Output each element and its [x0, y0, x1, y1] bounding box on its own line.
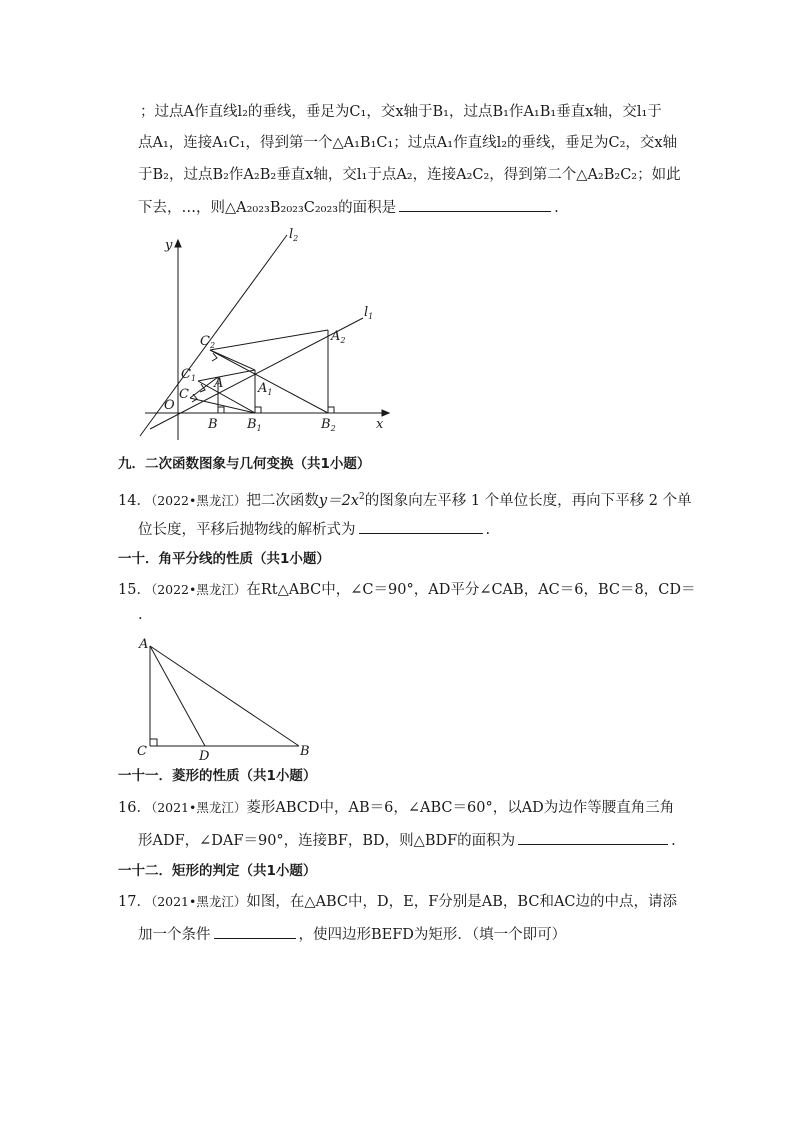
section-12-title: 一十二．矩形的判定（共1小题） — [118, 863, 317, 879]
label-A2: $A_2$ — [331, 329, 346, 345]
q15-end: . — [138, 607, 143, 623]
label-C1: $C_1$ — [181, 367, 197, 383]
figure-triangle — [130, 630, 320, 765]
section-11-title: 一十一．菱形的性质（共1小题） — [118, 768, 317, 784]
label-A1: $A_1$ — [258, 381, 273, 397]
label-O: O — [164, 398, 175, 413]
q15-line1: 15．（2022•黑龙江）在Rt△ABC中，∠C＝90°，AD平分∠CAB，AC＝6，BC＝8，CD＝ — [118, 582, 696, 598]
q13-line2: 点A₁，连接A₁C₁，得到第一个△A₁B₁C₁；过点A₁作直线l₂的垂线，垂足为C₂，交x轴 — [138, 135, 678, 151]
q17-answer-blank[interactable] — [214, 924, 296, 939]
figure-geometry-lines — [130, 225, 400, 440]
label-x: x — [376, 417, 384, 432]
q16-answer-blank[interactable] — [518, 830, 668, 845]
label-C2: $C_2$ — [200, 334, 216, 350]
q16-line2: 形ADF，∠DAF＝90°，连接BF，BD，则△BDF的面积为 . — [138, 830, 676, 851]
q16-line1: 16．（2021•黑龙江）菱形ABCD中，AB＝6，∠ABC＝60°，以AD为边作等腰直角三角 — [118, 800, 675, 816]
q17-line1: 17．（2021•黑龙江）如图，在△ABC中，D，E，F分别是AB，BC和AC边的中点，请添 — [118, 894, 678, 910]
label-B1: $B_1$ — [247, 417, 262, 433]
label-y: y — [165, 238, 173, 253]
q13-line4: 下去，…，则△A₂₀₂₃B₂₀₂₃C₂₀₂₃的面积是 . — [138, 197, 559, 218]
label-D: D — [199, 749, 210, 764]
label-l2: $l_2$ — [289, 227, 299, 243]
q13-answer-blank[interactable] — [399, 197, 551, 212]
q14-line1: 14．（2022•黑龙江）把二次函数$y=2x^2$的图象向左平移 1 个单位长度，再向下平移 2 个单 — [118, 492, 692, 509]
section-10-title: 一十．角平分线的性质（共1小题） — [118, 551, 330, 567]
q13-line1: ；过点A作直线l₂的垂线，垂足为C₁，交x轴于B₁，过点B₁作A₁B₁垂直x轴，交l₁于 — [140, 104, 662, 120]
label-C: C — [179, 387, 189, 402]
label-B: B — [300, 744, 310, 759]
label-B2: $B_2$ — [321, 417, 336, 433]
q14-line2: 位长度，平移后抛物线的解析式为 . — [138, 519, 490, 540]
q13-line3: 于B₂，过点B₂作A₂B₂垂直x轴，交l₁于点A₂，连接A₂C₂，得到第二个△A₂B₂C₂；如此 — [138, 167, 681, 183]
q17-line2: 加一个条件 ，使四边形BEFD为矩形．（填一个即可） — [138, 924, 566, 945]
label-A: A — [214, 376, 224, 391]
section-9-title: 九．二次函数图象与几何变换（共1小题） — [118, 456, 371, 472]
label-A: A — [139, 637, 149, 652]
label-B: B — [208, 417, 218, 432]
label-l1: $l_1$ — [364, 305, 374, 321]
line-l2 — [140, 235, 287, 436]
q14-answer-blank[interactable] — [359, 519, 483, 534]
label-C: C — [137, 744, 147, 759]
